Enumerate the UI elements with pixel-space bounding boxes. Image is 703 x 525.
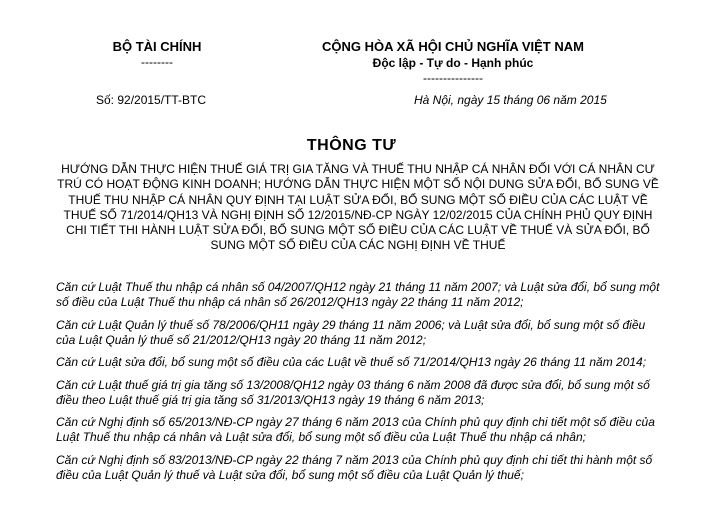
- legal-ground-item: Căn cứ Nghị định số 83/2013/NĐ-CP ngày 22 tháng 7 năm 2013 của Chính phủ quy định chi tiết thi hành một số điều của Luật Quản lý thuế và Luật sửa đổi, bổ sung một số điều của Luật Quản lý thuế;: [56, 452, 653, 482]
- legal-ground-item: Căn cứ Luật sửa đổi, bổ sung một số điều của các Luật về thuế số 71/2014/QH13 ngày 26 tháng 11 năm 2014;: [56, 355, 647, 369]
- document-type-title: THÔNG TƯ: [306, 137, 397, 154]
- national-title: CỘNG HÒA XÃ HỘI CHỦ NGHĨA VIỆT NAM: [322, 39, 584, 54]
- legal-ground-item: Căn cứ Luật thuế giá trị gia tăng số 13/2008/QH12 ngày 03 tháng 6 năm 2008 đã được sửa đổi, bổ sung một số điều theo Luật thuế giá trị gia tăng số 31/2013/QH13 ngày 19 tháng 6 năm 2013;: [56, 377, 650, 407]
- legal-ground-item: Căn cứ Nghị định số 65/2013/NĐ-CP ngày 27 tháng 6 năm 2013 của Chính phủ quy định chi tiết một số điều của Luật Thuế thu nhập cá nhân và Luật sửa đổi, bổ sung một số điều của Luật Thuế thu nhập cá nhân;: [56, 415, 655, 444]
- document-number: Số: 92/2015/TT-BTC: [96, 93, 207, 107]
- document-subject: HƯỚNG DẪN THỰC HIỆN THUẾ GIÁ TRỊ GIA TĂNG VÀ THUẾ THU NHẬP CÁ NHÂN ĐỐI VỚI CÁ NHÂN CƯ TRÚ CÓ HOẠT ĐỘNG KINH DOANH; HƯỚNG DẪN THỰC HIỆN MỘT SỐ NỘI DUNG SỬA ĐỔI, BỔ SUNG VỀ THUẾ THU NHẬP CÁ NHÂN QUY ĐỊNH TẠI LUẬT SỬA ĐỔI, BỔ SUNG MỘT SỐ ĐIỀU CỦA CÁC LUẬT VỀ THUẾ SỐ 71/2014/QH13 VÀ NGHỊ ĐỊNH SỐ 12/2015/NĐ-CP NGÀY 12/02/2015 CỦA CHÍNH PHỦ QUY ĐỊNH CHI TIẾT THI HÀNH LUẬT SỬA ĐỔI, BỔ SUNG MỘT SỐ ĐIỀU CỦA CÁC LUẬT VỀ THUẾ VÀ SỬA ĐỔI, BỔ SUNG MỘT SỐ ĐIỀU CỦA CÁC NGHỊ ĐỊNH VỀ THUẾ: [57, 162, 659, 253]
- legal-ground-item: Căn cứ Luật Thuế thu nhập cá nhân số 04/2007/QH12 ngày 21 tháng 11 năm 2007; và Luật sửa đổi, bổ sung một số điều của Luật Thuế thu nhập cá nhân số 26/2012/QH13 ngày 22 tháng 11 năm 2012;: [56, 280, 660, 309]
- agency-divider: --------: [141, 55, 173, 69]
- place-and-date: Hà Nội, ngày 15 tháng 06 năm 2015: [414, 93, 607, 107]
- national-motto: Độc lập - Tự do - Hạnh phúc: [372, 56, 534, 70]
- issuing-agency: BỘ TÀI CHÍNH: [112, 39, 202, 54]
- national-title-block: [300, 39, 606, 85]
- legal-grounds: [56, 280, 662, 490]
- motto-divider: ---------------: [423, 71, 483, 85]
- issuing-agency-block: [96, 39, 218, 69]
- legal-ground-item: Căn cứ Luật Quản lý thuế số 78/2006/QH11 ngày 29 tháng 11 năm 2006; và Luật sửa đổi, bổ sung một số điều của Luật Quản lý thuế số 21/2012/QH13 ngày 20 tháng 11 năm 2012;: [56, 317, 646, 347]
